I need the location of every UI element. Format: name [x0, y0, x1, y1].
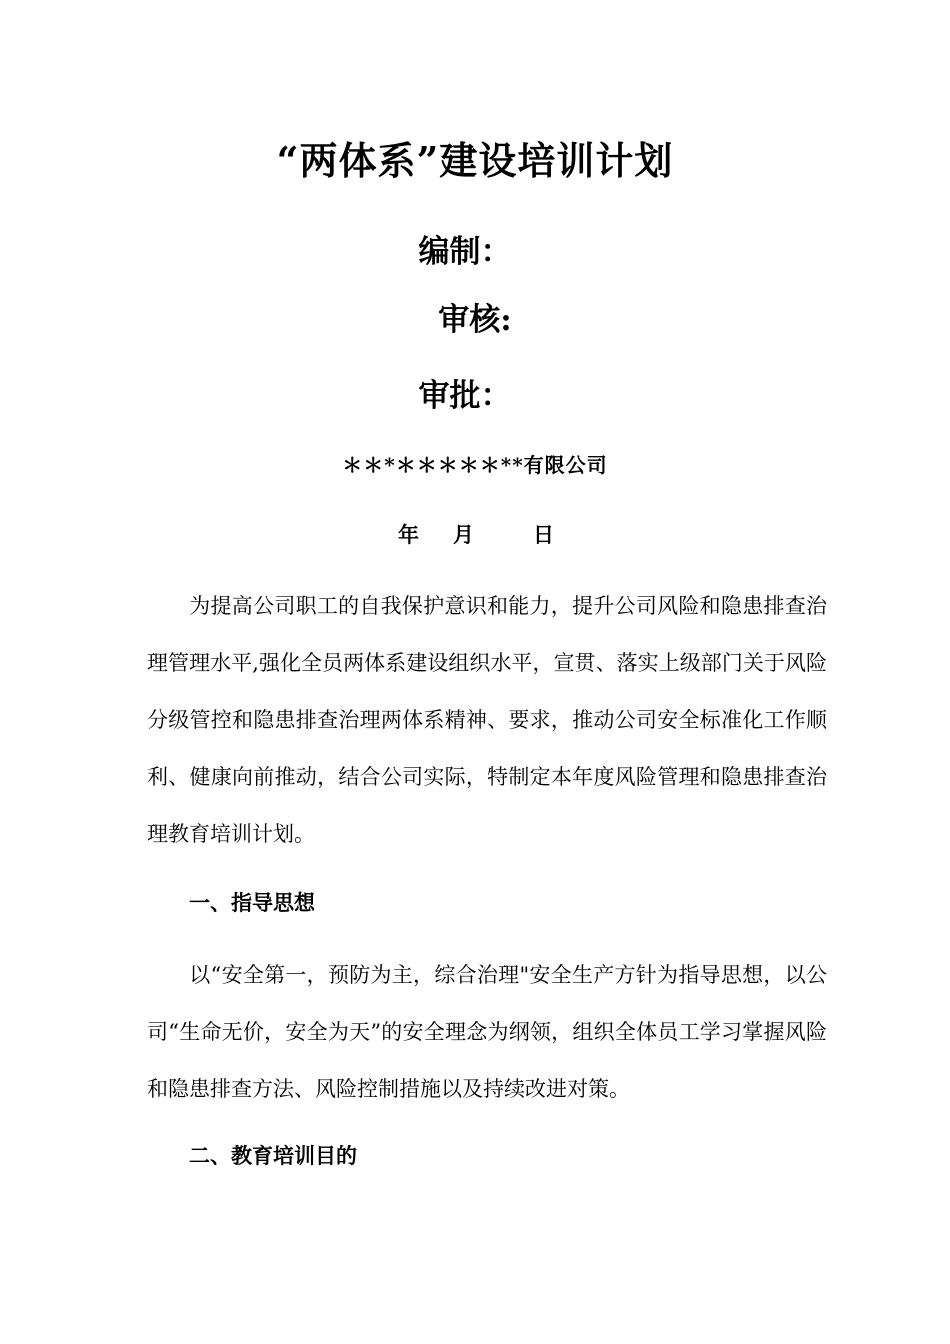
intro-paragraph-text: 为提高公司职工的自我保护意识和能力，提升公司风险和隐患排查治理管理水平,强化全员两体系建设组织水平，宣贯、落实上级部门关于风险分级管控和隐患排查治理两体系精神、要求，推动公司安全标准化工作顺利、健康向前推动，结合公司实际，特制定本年度风险管理和隐患排查治理教育培训计划。 [147, 594, 827, 846]
date-day: 日 [533, 522, 554, 547]
document-title: “两体系”建设培训计划 [276, 138, 674, 183]
date-line [398, 522, 554, 548]
section-paragraph-1 [147, 947, 827, 1118]
prepared-by-label: 编制： [418, 234, 512, 270]
reviewed-by-label: 审核: [438, 302, 512, 338]
date-year: 年 [398, 522, 419, 547]
date-month: 月 [453, 522, 474, 547]
intro-paragraph [147, 578, 827, 863]
section-heading-1: 一、指导思想 [189, 890, 315, 915]
section-heading-2: 二、教育培训目的 [189, 1143, 357, 1168]
approved-by-label: 审批： [418, 378, 512, 414]
company-name: ＊＊*＊＊＊＊＊**有限公司 [342, 453, 608, 477]
section-paragraph-1-text: 以“安全第一，预防为主，综合治理"安全生产方针为指导思想，以公司“生命无价，安全为天”的安全理念为纲领，组织全体员工学习掌握风险和隐患排查方法、风险控制措施以及持续改进对策。 [147, 963, 827, 1101]
